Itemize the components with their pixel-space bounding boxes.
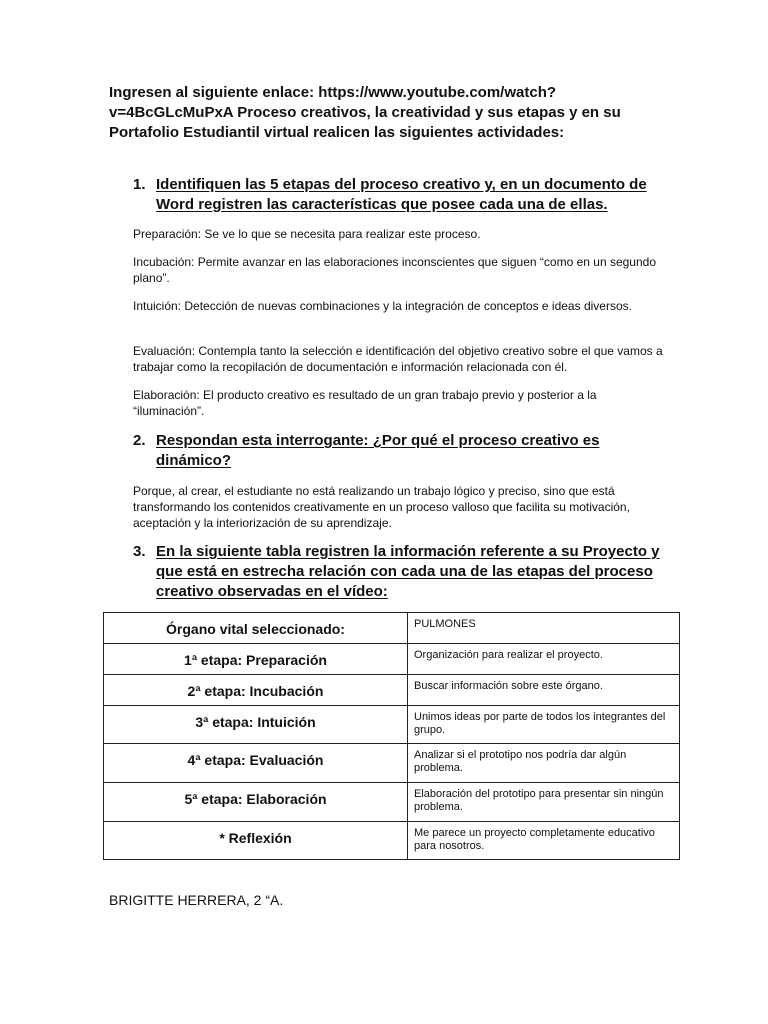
student-signature: BRIGITTE HERRERA, 2 “A. — [109, 892, 284, 908]
table-stage-cell: Órgano vital seleccionado: — [104, 613, 408, 644]
stage-preparacion-text: Preparación: Se ve lo que se necesita para realizar este proceso. — [133, 227, 481, 241]
table-info-cell: Me parece un proyecto completamente educativo para nosotros. — [408, 822, 680, 860]
table-stage-cell: 4ª etapa: Evaluación — [104, 744, 408, 783]
section-3-number: 3. — [133, 543, 146, 560]
table-row — [104, 706, 680, 744]
table-info-cell: Buscar información sobre este órgano. — [408, 675, 680, 706]
table-row — [104, 783, 680, 822]
section-3-title: En la siguiente tabla registren la información referente a su Proyecto y que está en estrecha relación con cada una de las etapas del proceso creativo observadas en el vídeo: — [156, 543, 660, 600]
table-row — [104, 744, 680, 783]
table-row — [104, 613, 680, 644]
stage-evaluacion-text: Evaluación: Contempla tanto la selección e identificación del objetivo creativo sobre el que vamos a trabajar como la recopilación de documentación e información relacionada con él. — [133, 344, 663, 374]
table-stage-cell: 1ª etapa: Preparación — [104, 644, 408, 675]
section-2-title: Respondan esta interrogante: ¿Por qué el proceso creativo es dinámico? — [156, 432, 600, 469]
section-2-answer: Porque, al crear, el estudiante no está realizando un trabajo lógico y preciso, sino que está transformando los contenidos creativamente en un proceso valloso que facilita su motivación, aceptación y la interiorización de su aprendizaje. — [133, 484, 630, 530]
stage-elaboracion-text: Elaboración: El producto creativo es resultado de un gran trabajo previo y posterior a la “iluminación”. — [133, 388, 597, 418]
stage-intuicion-text: Intuición: Detección de nuevas combinaciones y la integración de conceptos e ideas diversos. — [133, 299, 632, 313]
table-info-cell: Organización para realizar el proyecto. — [408, 644, 680, 675]
section-2-number: 2. — [133, 432, 146, 449]
table-row — [104, 644, 680, 675]
table-info-cell: Analizar si el prototipo nos podría dar algún problema. — [408, 744, 680, 783]
table-row — [104, 675, 680, 706]
section-2-heading — [133, 431, 663, 471]
table-info-cell: PULMONES — [408, 613, 680, 644]
table-stage-cell: * Reflexión — [104, 822, 408, 860]
table-stage-cell: 3ª etapa: Intuición — [104, 706, 408, 744]
section-1-heading — [133, 175, 663, 215]
table-info-cell: Elaboración del prototipo para presentar sin ningún problema. — [408, 783, 680, 822]
table-stage-cell: 2ª etapa: Incubación — [104, 675, 408, 706]
table-stage-cell: 5ª etapa: Elaboración — [104, 783, 408, 822]
section-1-number: 1. — [133, 176, 146, 193]
intro-instructions: Ingresen al siguiente enlace: https://www.youtube.com/watch?v=4BcGLcMuPxA Proceso creativos, la creatividad y sus etapas y en su Portafolio Estudiantil virtual realicen las siguientes actividades: — [109, 84, 621, 141]
section-3-heading — [133, 542, 663, 602]
section-1-title: Identifiquen las 5 etapas del proceso creativo y, en un documento de Word registren las características que posee cada una de ellas. — [156, 176, 647, 213]
stage-incubacion-text: Incubación: Permite avanzar en las elaboraciones inconscientes que siguen “como en un segundo plano”. — [133, 255, 656, 285]
table-info-cell: Unimos ideas por parte de todos los integrantes del grupo. — [408, 706, 680, 744]
project-stages-table — [103, 612, 680, 860]
table-row — [104, 822, 680, 860]
